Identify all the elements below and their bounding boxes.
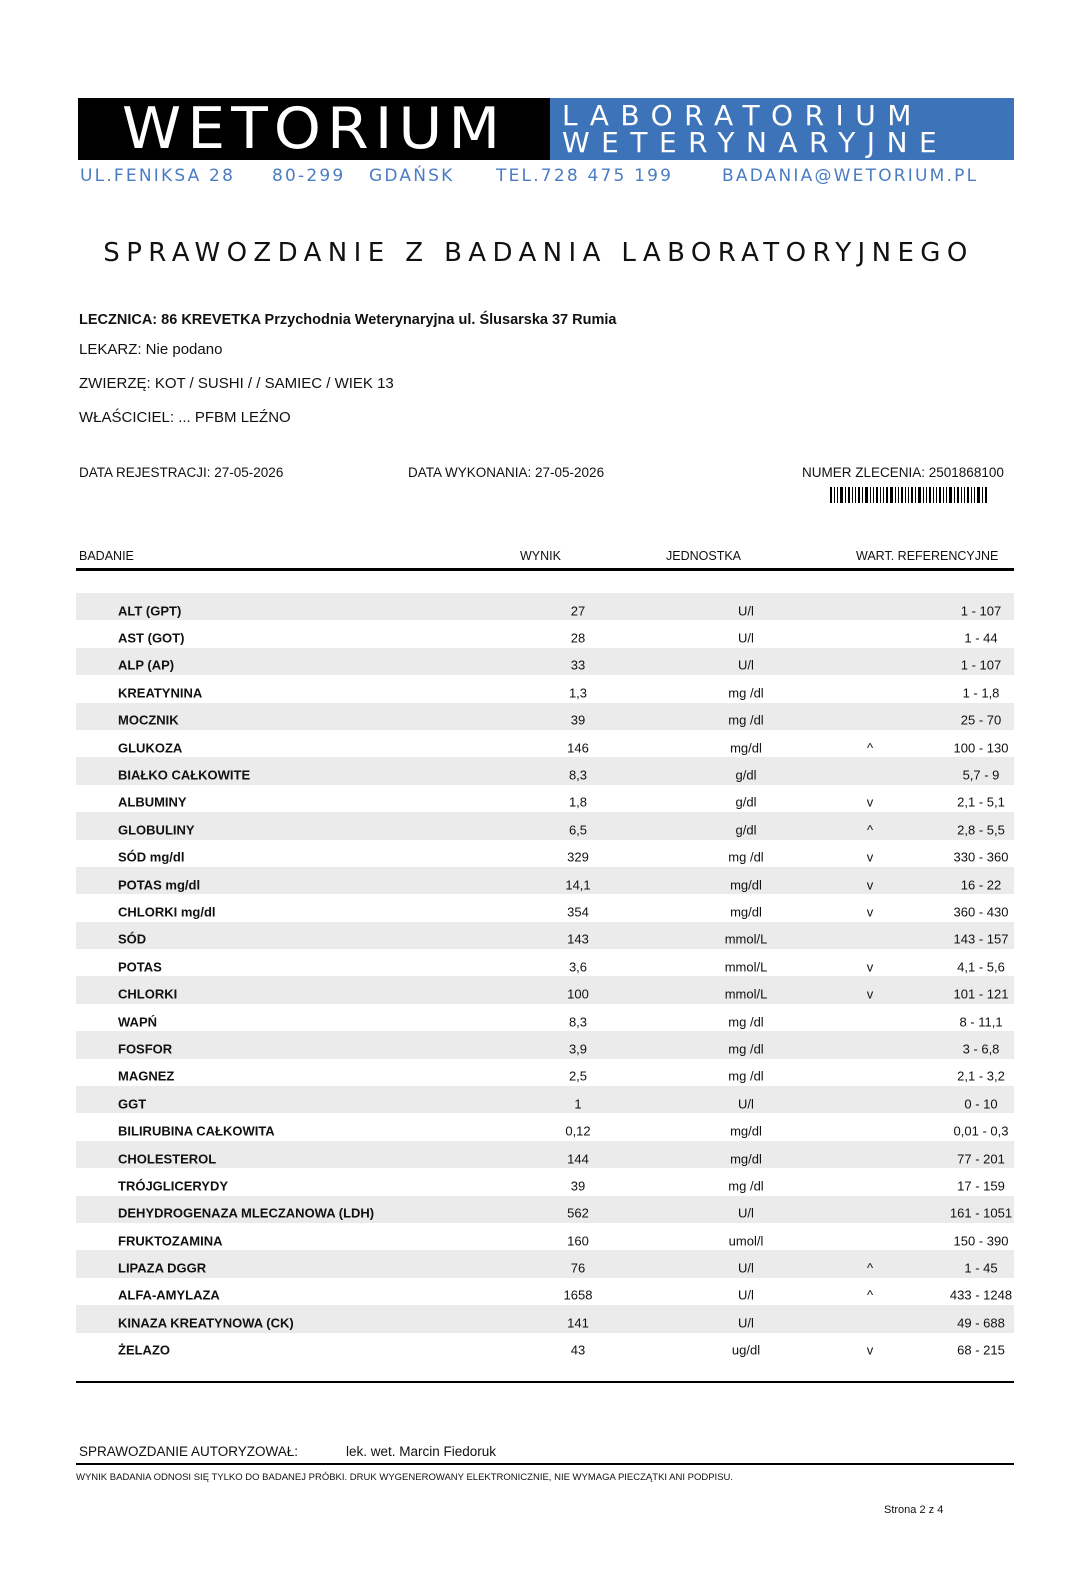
table-header-rule: [76, 568, 1014, 571]
test-unit: U/l: [738, 630, 754, 646]
test-result: 100: [567, 986, 589, 1002]
table-row: [76, 1333, 1014, 1360]
test-result: 143: [567, 932, 589, 948]
test-unit: g/dl: [735, 822, 757, 838]
test-unit: mg/dl: [730, 740, 762, 756]
page-number: Strona 2 z 4: [884, 1504, 944, 1516]
test-flag: ^: [866, 1288, 874, 1304]
test-name: AST (GOT): [118, 630, 185, 646]
table-row: [76, 812, 1014, 839]
test-unit: mmol/L: [724, 986, 768, 1002]
brand-block: [78, 95, 550, 163]
table-row: [76, 867, 1014, 894]
table-row: [76, 593, 1014, 620]
test-flag: v: [866, 959, 874, 975]
table-row: [76, 1278, 1014, 1305]
test-result: 39: [570, 1178, 586, 1194]
test-name: DEHYDROGENAZA MLECZANOWA (LDH): [118, 1205, 375, 1221]
test-result: 329: [567, 849, 589, 865]
test-name: FRUKTOZAMINA: [118, 1233, 223, 1249]
test-result: 1658: [563, 1288, 593, 1304]
test-unit: U/l: [738, 1260, 754, 1276]
test-unit: U/l: [738, 658, 754, 674]
table-row: [76, 648, 1014, 675]
test-reference: 49 - 688: [957, 1315, 1005, 1331]
table-bottom-rule: [76, 1381, 1014, 1383]
test-name: GLOBULINY: [118, 822, 195, 838]
test-flag: ^: [866, 740, 874, 756]
test-unit: ug/dl: [731, 1342, 761, 1358]
test-name: ALBUMINY: [118, 795, 187, 811]
test-flag: ^: [866, 822, 874, 838]
test-unit: U/l: [738, 603, 754, 619]
table-row: [76, 1004, 1014, 1031]
test-flag: ^: [866, 1260, 874, 1276]
table-row: [76, 1196, 1014, 1223]
test-unit: mg/dl: [730, 904, 762, 920]
test-name: ALFA-AMYLAZA: [118, 1288, 220, 1304]
test-result: 146: [567, 740, 589, 756]
test-flag: v: [866, 1342, 874, 1358]
test-unit: g/dl: [735, 795, 757, 811]
lab-subtitle-line2: WETERYNARYJNE: [562, 126, 949, 159]
test-reference: 4,1 - 5,6: [957, 959, 1005, 975]
test-result: 1,8: [568, 795, 588, 811]
test-reference: 161 - 1051: [949, 1205, 1013, 1221]
test-name: POTAS: [118, 959, 162, 975]
test-name: MAGNEZ: [118, 1069, 175, 1085]
test-flag: v: [866, 877, 874, 893]
test-reference: 2,8 - 5,5: [957, 822, 1005, 838]
test-reference: 360 - 430: [953, 904, 1009, 920]
test-result: 76: [570, 1260, 586, 1276]
lab-phone: TEL.728 475 199: [496, 166, 674, 186]
table-row: [76, 1250, 1014, 1277]
authorized-by: lek. wet. Marcin Fiedoruk: [346, 1444, 497, 1459]
table-row: [76, 1305, 1014, 1332]
test-reference: 100 - 130: [953, 740, 1009, 756]
test-unit: U/l: [738, 1315, 754, 1331]
test-result: 354: [567, 904, 589, 920]
clinic-info: LECZNICA: 86 KREVETKA Przychodnia Weterynaryjna ul. Ślusarska 37 Rumia: [79, 312, 617, 328]
test-result: 39: [570, 712, 586, 728]
test-unit: mg /dl: [728, 1178, 764, 1194]
test-reference: 77 - 201: [957, 1151, 1005, 1167]
test-unit: mg /dl: [728, 1041, 764, 1057]
test-name: CHLORKI: [118, 986, 178, 1002]
test-flag: v: [866, 795, 874, 811]
test-name: ALP (AP): [118, 658, 175, 674]
test-unit: mg/dl: [730, 1151, 762, 1167]
table-row: [76, 976, 1014, 1003]
test-flag: v: [866, 849, 874, 865]
test-unit: mmol/L: [724, 959, 768, 975]
table-row: [76, 840, 1014, 867]
test-reference: 1 - 107: [960, 658, 1002, 674]
test-result: 28: [570, 630, 586, 646]
test-result: 2,5: [568, 1069, 588, 1085]
table-row: [76, 1059, 1014, 1086]
test-result: 6,5: [568, 822, 588, 838]
footer-rule: [76, 1463, 1014, 1465]
test-reference: 68 - 215: [957, 1342, 1005, 1358]
test-name: ALT (GPT): [118, 603, 182, 619]
table-row: [76, 1141, 1014, 1168]
col-header-unit: JEDNOSTKA: [666, 549, 742, 563]
table-row: [76, 757, 1014, 784]
authorized-label: SPRAWOZDANIE AUTORYZOWAŁ:: [79, 1444, 299, 1459]
test-result: 33: [570, 658, 586, 674]
test-reference: 17 - 159: [957, 1178, 1005, 1194]
test-reference: 1 - 107: [960, 603, 1002, 619]
test-unit: mg/dl: [730, 877, 762, 893]
test-unit: umol/l: [728, 1233, 764, 1249]
table-row: [76, 922, 1014, 949]
test-unit: mg /dl: [728, 712, 764, 728]
test-reference: 150 - 390: [953, 1233, 1009, 1249]
test-reference: 330 - 360: [953, 849, 1009, 865]
test-reference: 1 - 1,8: [962, 685, 1000, 701]
table-row: [76, 1168, 1014, 1195]
test-unit: U/l: [738, 1288, 754, 1304]
table-row: [76, 675, 1014, 702]
table-row: [76, 620, 1014, 647]
order-number: NUMER ZLECENIA: 2501868100: [802, 465, 1004, 480]
test-name: BILIRUBINA CAŁKOWITA: [118, 1123, 275, 1139]
test-name: GLUKOZA: [118, 740, 183, 756]
report-title: SPRAWOZDANIE Z BADANIA LABORATORYJNEGO: [103, 238, 974, 268]
execution-date: DATA WYKONANIA: 27-05-2026: [408, 465, 605, 480]
test-reference: 5,7 - 9: [962, 767, 1000, 783]
test-result: 144: [567, 1151, 589, 1167]
test-result: 160: [567, 1233, 589, 1249]
test-name: KINAZA KREATYNOWA (CK): [118, 1315, 294, 1331]
lab-email: BADANIA@WETORIUM.PL: [722, 166, 979, 186]
test-name: BIAŁKO CAŁKOWITE: [118, 767, 251, 783]
col-header-reference: WART. REFERENCYJNE: [856, 549, 999, 563]
col-header-result: WYNIK: [520, 549, 561, 563]
test-result: 562: [567, 1205, 589, 1221]
test-result: 27: [570, 603, 586, 619]
lab-subtitle-block: [550, 98, 1014, 160]
owner-info: WŁAŚCICIEL: ... PFBM LEŹNO: [79, 409, 291, 426]
test-reference: 25 - 70: [960, 712, 1002, 728]
test-name: TRÓJGLICERYDY: [118, 1178, 229, 1194]
test-reference: 2,1 - 3,2: [957, 1069, 1005, 1085]
test-reference: 8 - 11,1: [959, 1014, 1003, 1030]
contact-line: [80, 166, 1014, 188]
table-row: [76, 703, 1014, 730]
test-name: LIPAZA DGGR: [118, 1260, 207, 1276]
test-name: CHLORKI mg/dl: [118, 904, 216, 920]
test-reference: 101 - 121: [953, 986, 1009, 1002]
test-reference: 433 - 1248: [949, 1288, 1013, 1304]
table-row: [76, 949, 1014, 976]
test-unit: mmol/L: [724, 932, 768, 948]
test-result: 3,9: [568, 1041, 588, 1057]
lab-subtitle-line1: LABORATORIUM: [562, 99, 923, 132]
test-name: WAPŃ: [118, 1014, 157, 1030]
test-name: SÓD mg/dl: [118, 849, 185, 865]
test-reference: 1 - 44: [964, 630, 998, 646]
col-header-test: BADANIE: [79, 549, 134, 563]
test-unit: g/dl: [735, 767, 757, 783]
test-reference: 0,01 - 0,3: [953, 1123, 1009, 1139]
registration-date: DATA REJESTRACJI: 27-05-2026: [79, 465, 284, 480]
test-reference: 143 - 157: [953, 932, 1009, 948]
test-unit: mg /dl: [728, 1069, 764, 1085]
test-name: MOCZNIK: [118, 712, 179, 728]
brand-name: WETORIUM: [121, 95, 507, 163]
test-result: 1: [574, 1096, 582, 1112]
test-result: 141: [567, 1315, 589, 1331]
doctor-info: LEKARZ: Nie podano: [79, 341, 223, 358]
table-row: [76, 894, 1014, 921]
table-row: [76, 730, 1014, 757]
test-name: SÓD: [118, 932, 147, 948]
test-name: POTAS mg/dl: [118, 877, 201, 893]
test-result: 1,3: [568, 685, 588, 701]
animal-info: ZWIERZĘ: KOT / SUSHI / / SAMIEC / WIEK 13: [79, 375, 394, 392]
test-name: GGT: [118, 1096, 147, 1112]
table-row: [76, 785, 1014, 812]
test-result: 8,3: [568, 1014, 588, 1030]
test-name: KREATYNINA: [118, 685, 203, 701]
test-result: 0,12: [565, 1123, 591, 1139]
test-name: CHOLESTEROL: [118, 1151, 217, 1167]
test-reference: 0 - 10: [964, 1096, 998, 1112]
test-reference: 2,1 - 5,1: [957, 795, 1005, 811]
lab-city: GDAŃSK: [369, 166, 455, 186]
test-unit: U/l: [738, 1205, 754, 1221]
test-result: 3,6: [568, 959, 588, 975]
test-unit: mg/dl: [730, 1123, 762, 1139]
test-name: ŻELAZO: [118, 1342, 170, 1358]
results-table: [76, 593, 1014, 1360]
table-row: [76, 1113, 1014, 1140]
order-barcode: [830, 487, 989, 503]
test-reference: 3 - 6,8: [962, 1041, 1000, 1057]
test-result: 14,1: [565, 877, 591, 893]
lab-logo-banner: [78, 95, 1014, 163]
lab-postcode: 80-299: [272, 166, 346, 186]
test-name: FOSFOR: [118, 1041, 173, 1057]
test-flag: v: [866, 904, 874, 920]
test-reference: 1 - 45: [964, 1260, 998, 1276]
test-unit: mg /dl: [728, 685, 764, 701]
disclaimer: WYNIK BADANIA ODNOSI SIĘ TYLKO DO BADANEJ PRÓBKI. DRUK WYGENEROWANY ELEKTRONICZNIE, NIE WYMAGA PIECZĄTKI ANI PODPISU.: [76, 1472, 734, 1483]
test-flag: v: [866, 986, 874, 1002]
table-row: [76, 1031, 1014, 1058]
test-reference: 16 - 22: [960, 877, 1002, 893]
test-unit: U/l: [738, 1096, 754, 1112]
test-unit: mg /dl: [728, 1014, 764, 1030]
lab-address: UL.FENIKSA 28: [80, 166, 236, 186]
table-row: [76, 1223, 1014, 1250]
test-result: 8,3: [568, 767, 588, 783]
test-result: 43: [570, 1342, 586, 1358]
test-unit: mg /dl: [728, 849, 764, 865]
table-row: [76, 1086, 1014, 1113]
